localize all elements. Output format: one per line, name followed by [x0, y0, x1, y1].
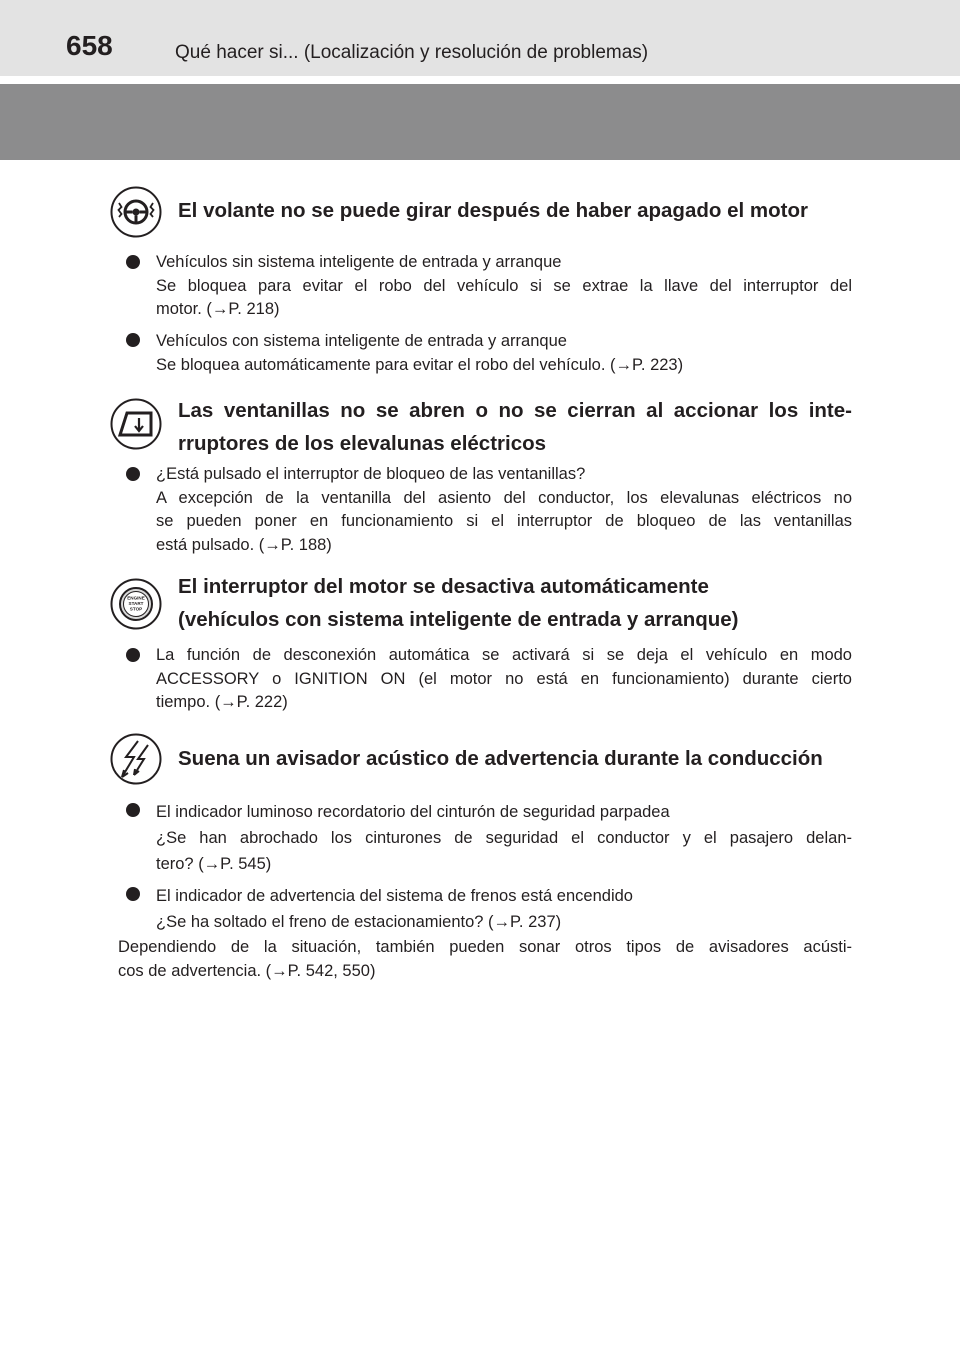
- section-4-item-1: [156, 799, 852, 877]
- text-line: tiempo. (→P. 222): [156, 693, 288, 711]
- bullet: [126, 648, 140, 662]
- text-line: cos de advertencia. (→P. 542, 550): [118, 961, 376, 980]
- text-line: El indicador de advertencia del sistema de frenos está encendido: [156, 887, 633, 905]
- text-line: ¿Está pulsado el interruptor de bloqueo de las ventanillas?: [156, 465, 586, 483]
- title-line: El interruptor del motor se desactiva automáticamente: [178, 575, 709, 598]
- header-bar: [0, 0, 960, 78]
- text-line: se pueden poner en funcionamiento si el interruptor de bloqueo de las ventanillas: [156, 512, 852, 530]
- text-line: Se bloquea para evitar el robo del vehículo si se extrae la llave del interruptor del: [156, 276, 852, 295]
- title-line: (vehículos con sistema inteligente de entrada y arranque): [178, 608, 739, 631]
- text-line: Se bloquea automáticamente para evitar el robo del vehículo. (→P. 223): [156, 355, 684, 374]
- icon-label-stop: STOP: [129, 606, 143, 612]
- icon-label-start: START: [128, 601, 144, 606]
- text-line: A excepción de la ventanilla del asiento del conductor, los elevalunas eléctricos no: [156, 488, 852, 507]
- text-line: motor. (→P. 218): [156, 300, 280, 318]
- text-line: Vehículos con sistema inteligente de entrada y arranque: [156, 332, 567, 350]
- text-line: ACCESSORY o IGNITION ON (el motor no está en funcionamiento) durante cierto: [156, 669, 852, 688]
- steering-lock-icon: [110, 186, 162, 238]
- text-line: La función de desconexión automática se activará si se deja el vehículo en modo: [156, 646, 852, 664]
- bullet: [126, 803, 140, 817]
- header-divider: [0, 76, 960, 79]
- section-band: [0, 84, 960, 160]
- section-3-item-1: [156, 644, 852, 715]
- text-line: está pulsado. (→P. 188): [156, 535, 332, 554]
- running-title: Qué hacer si... (Localización y resolución de problemas): [175, 42, 649, 63]
- section-4-item-2: [156, 883, 852, 935]
- warning-buzzer-icon: [110, 733, 162, 785]
- text-line: ¿Se ha soltado el freno de estacionamiento? (→P. 237): [156, 913, 562, 931]
- section-3-title: [178, 570, 858, 636]
- text-line: Vehículos sin sistema inteligente de entrada y arranque: [156, 253, 562, 271]
- text-line: El indicador luminoso recordatorio del cinturón de seguridad parpadea: [156, 803, 670, 821]
- engine-start-stop-icon: [110, 578, 162, 630]
- section-2-item-1: [156, 463, 852, 557]
- section-1-item-1: [156, 251, 852, 322]
- text-line: ¿Se han abrochado los cinturones de seguridad el conductor y el pasajero delan-: [156, 829, 852, 847]
- bullet: [126, 467, 140, 481]
- bullet: [126, 333, 140, 347]
- section-1-item-2: [156, 330, 852, 377]
- section-4-note: [118, 936, 852, 983]
- bullet: [126, 887, 140, 901]
- icon-label-engine: ENGINE: [127, 595, 145, 601]
- section-2-title: [178, 394, 852, 460]
- text-line: Dependiendo de la situación, también pueden sonar otros tipos de avisadores acústi-: [118, 938, 852, 956]
- bullet: [126, 255, 140, 269]
- power-window-icon: [110, 398, 162, 450]
- title-line: Las ventanillas no se abren o no se cierran al accionar los inte-: [178, 399, 852, 422]
- title-line: rruptores de los elevalunas eléctricos: [178, 432, 547, 455]
- section-4-title: Suena un avisador acústico de advertencia durante la conducción: [178, 747, 823, 770]
- section-1-title: El volante no se puede girar después de haber apagado el motor: [178, 199, 808, 222]
- page-number: 658: [66, 30, 113, 61]
- text-line: tero? (→P. 545): [156, 855, 272, 873]
